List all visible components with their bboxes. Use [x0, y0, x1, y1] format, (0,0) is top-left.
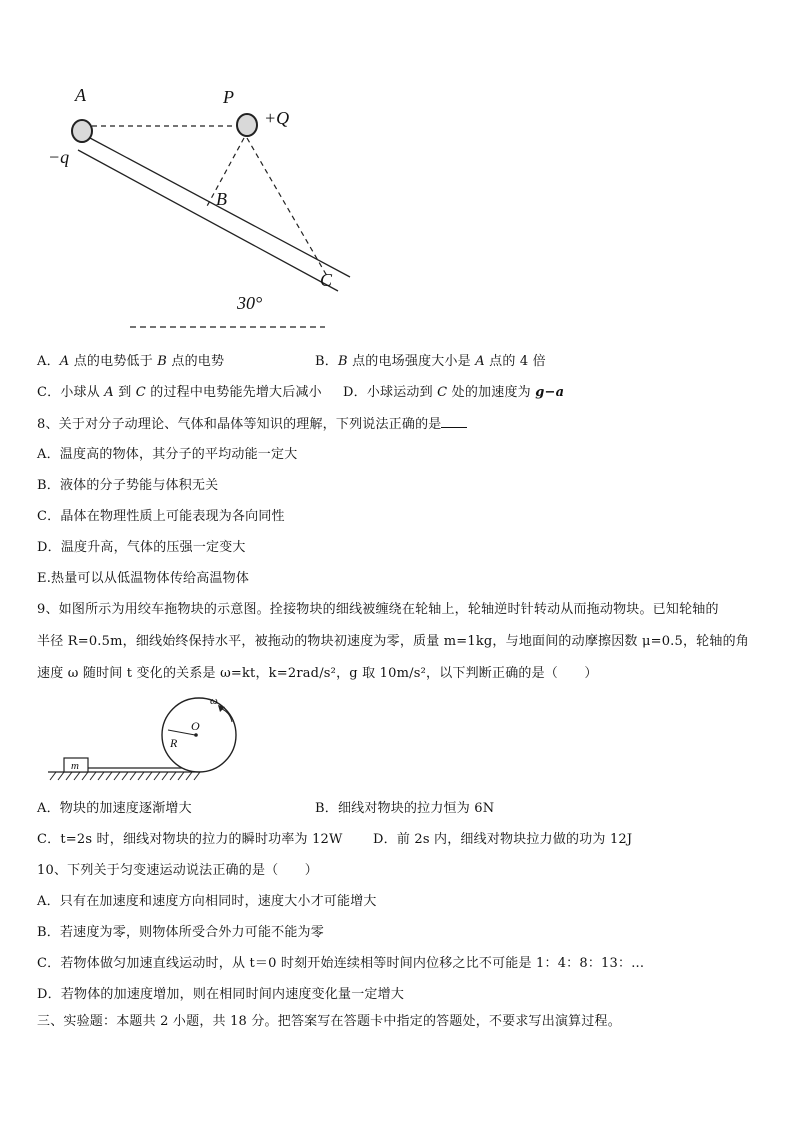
label-b: B: [216, 189, 227, 209]
ball-a-icon: [72, 120, 92, 142]
label-a: A: [75, 85, 86, 105]
q7-options-row2: [37, 384, 565, 402]
q9-options-row2: [37, 831, 633, 849]
winch-figure: [40, 694, 260, 784]
label-p: P: [223, 87, 234, 107]
label-minus-q: −q: [48, 147, 70, 167]
label-m: m: [71, 760, 79, 772]
q7-option-c: C．小球从 A 到 C 的过程中电势能先增大后减小: [37, 385, 322, 400]
q9-stem-line2: 半径 R=0.5m，细线始终保持水平，被拖动的物块初速度为零，质量 m=1kg，与地面间的动摩擦因数 μ=0.5，轮轴的角: [37, 634, 749, 649]
ground-hatching: [50, 772, 200, 780]
label-r: R: [170, 736, 178, 750]
label-c: C: [320, 270, 333, 290]
incline-charge-figure: [40, 80, 370, 340]
q9-option-a: A．物块的加速度逐渐增大: [37, 801, 192, 816]
q8-option-c: C．晶体在物理性质上可能表现为各向同性: [37, 509, 285, 524]
dashed-line-pc: [247, 138, 327, 276]
q10-stem: 10、下列关于匀变速运动说法正确的是（ ）: [37, 863, 318, 878]
q8-option-b: B．液体的分子势能与体积无关: [37, 478, 219, 493]
label-omega: ω: [210, 695, 218, 707]
q10-option-c: C．若物体做匀加速直线运动时，从 t＝0 时刻开始连续相等时间内位移之比不可能是 1：4：8：13：...: [37, 956, 645, 971]
q7-option-a: A．A 点的电势低于 B 点的电势: [37, 354, 225, 369]
center-dot: [194, 733, 198, 737]
label-o: O: [191, 719, 200, 733]
q8-option-a: A．温度高的物体，其分子的平均动能一定大: [37, 447, 298, 462]
incline-edge-bottom: [78, 150, 338, 291]
q8-option-e: E.热量可以从低温物体传给高温物体: [37, 571, 250, 586]
label-angle: 30°: [237, 293, 263, 313]
q9-option-c: C．t=2s 时，细线对物块的拉力的瞬时功率为 12W: [37, 832, 343, 847]
q9-stem-line3: 速度 ω 随时间 t 变化的关系是 ω=kt，k=2rad/s²，g 取 10m/s²，以下判断正确的是（ ）: [37, 666, 598, 681]
q8-stem: 8、关于对分子动理论、气体和晶体等知识的理解，下列说法正确的是: [37, 415, 467, 434]
q10-option-d: D．若物体的加速度增加，则在相同时间内速度变化量一定增大: [37, 987, 405, 1002]
q7-options-row1: [37, 353, 546, 371]
q10-option-a: A．只有在加速度和速度方向相同时，速度大小才可能增大: [37, 894, 377, 909]
label-plus-q: +Q: [264, 108, 290, 128]
q9-option-b: B．细线对物块的拉力恒为 6N: [315, 801, 495, 816]
section-3-heading: 三、实验题：本题共 2 小题，共 18 分。把答案写在答题卡中指定的答题处，不要求写出演算过程。: [37, 1014, 621, 1029]
answer-blank: [441, 415, 467, 428]
ball-p-icon: [237, 114, 257, 136]
q9-stem-line1: 9、如图所示为用绞车拖物块的示意图。拴接物块的细线被缠绕在轮轴上，轮轴逆时针转动从而拖动物块。已知轮轴的: [37, 602, 719, 617]
q7-option-d: D．小球运动到 C 处的加速度为 g−a: [343, 385, 565, 400]
q10-option-b: B．若速度为零，则物体所受合外力可能不能为零: [37, 925, 324, 940]
winch-wheel-icon: [162, 698, 236, 772]
q7-option-b: B．B 点的电场强度大小是 A 点的 4 倍: [315, 354, 546, 369]
q9-options-row1: [37, 800, 495, 818]
q8-option-d: D．温度升高，气体的压强一定变大: [37, 540, 246, 555]
q9-option-d: D．前 2s 内，细线对物块拉力做的功为 12J: [373, 832, 633, 847]
